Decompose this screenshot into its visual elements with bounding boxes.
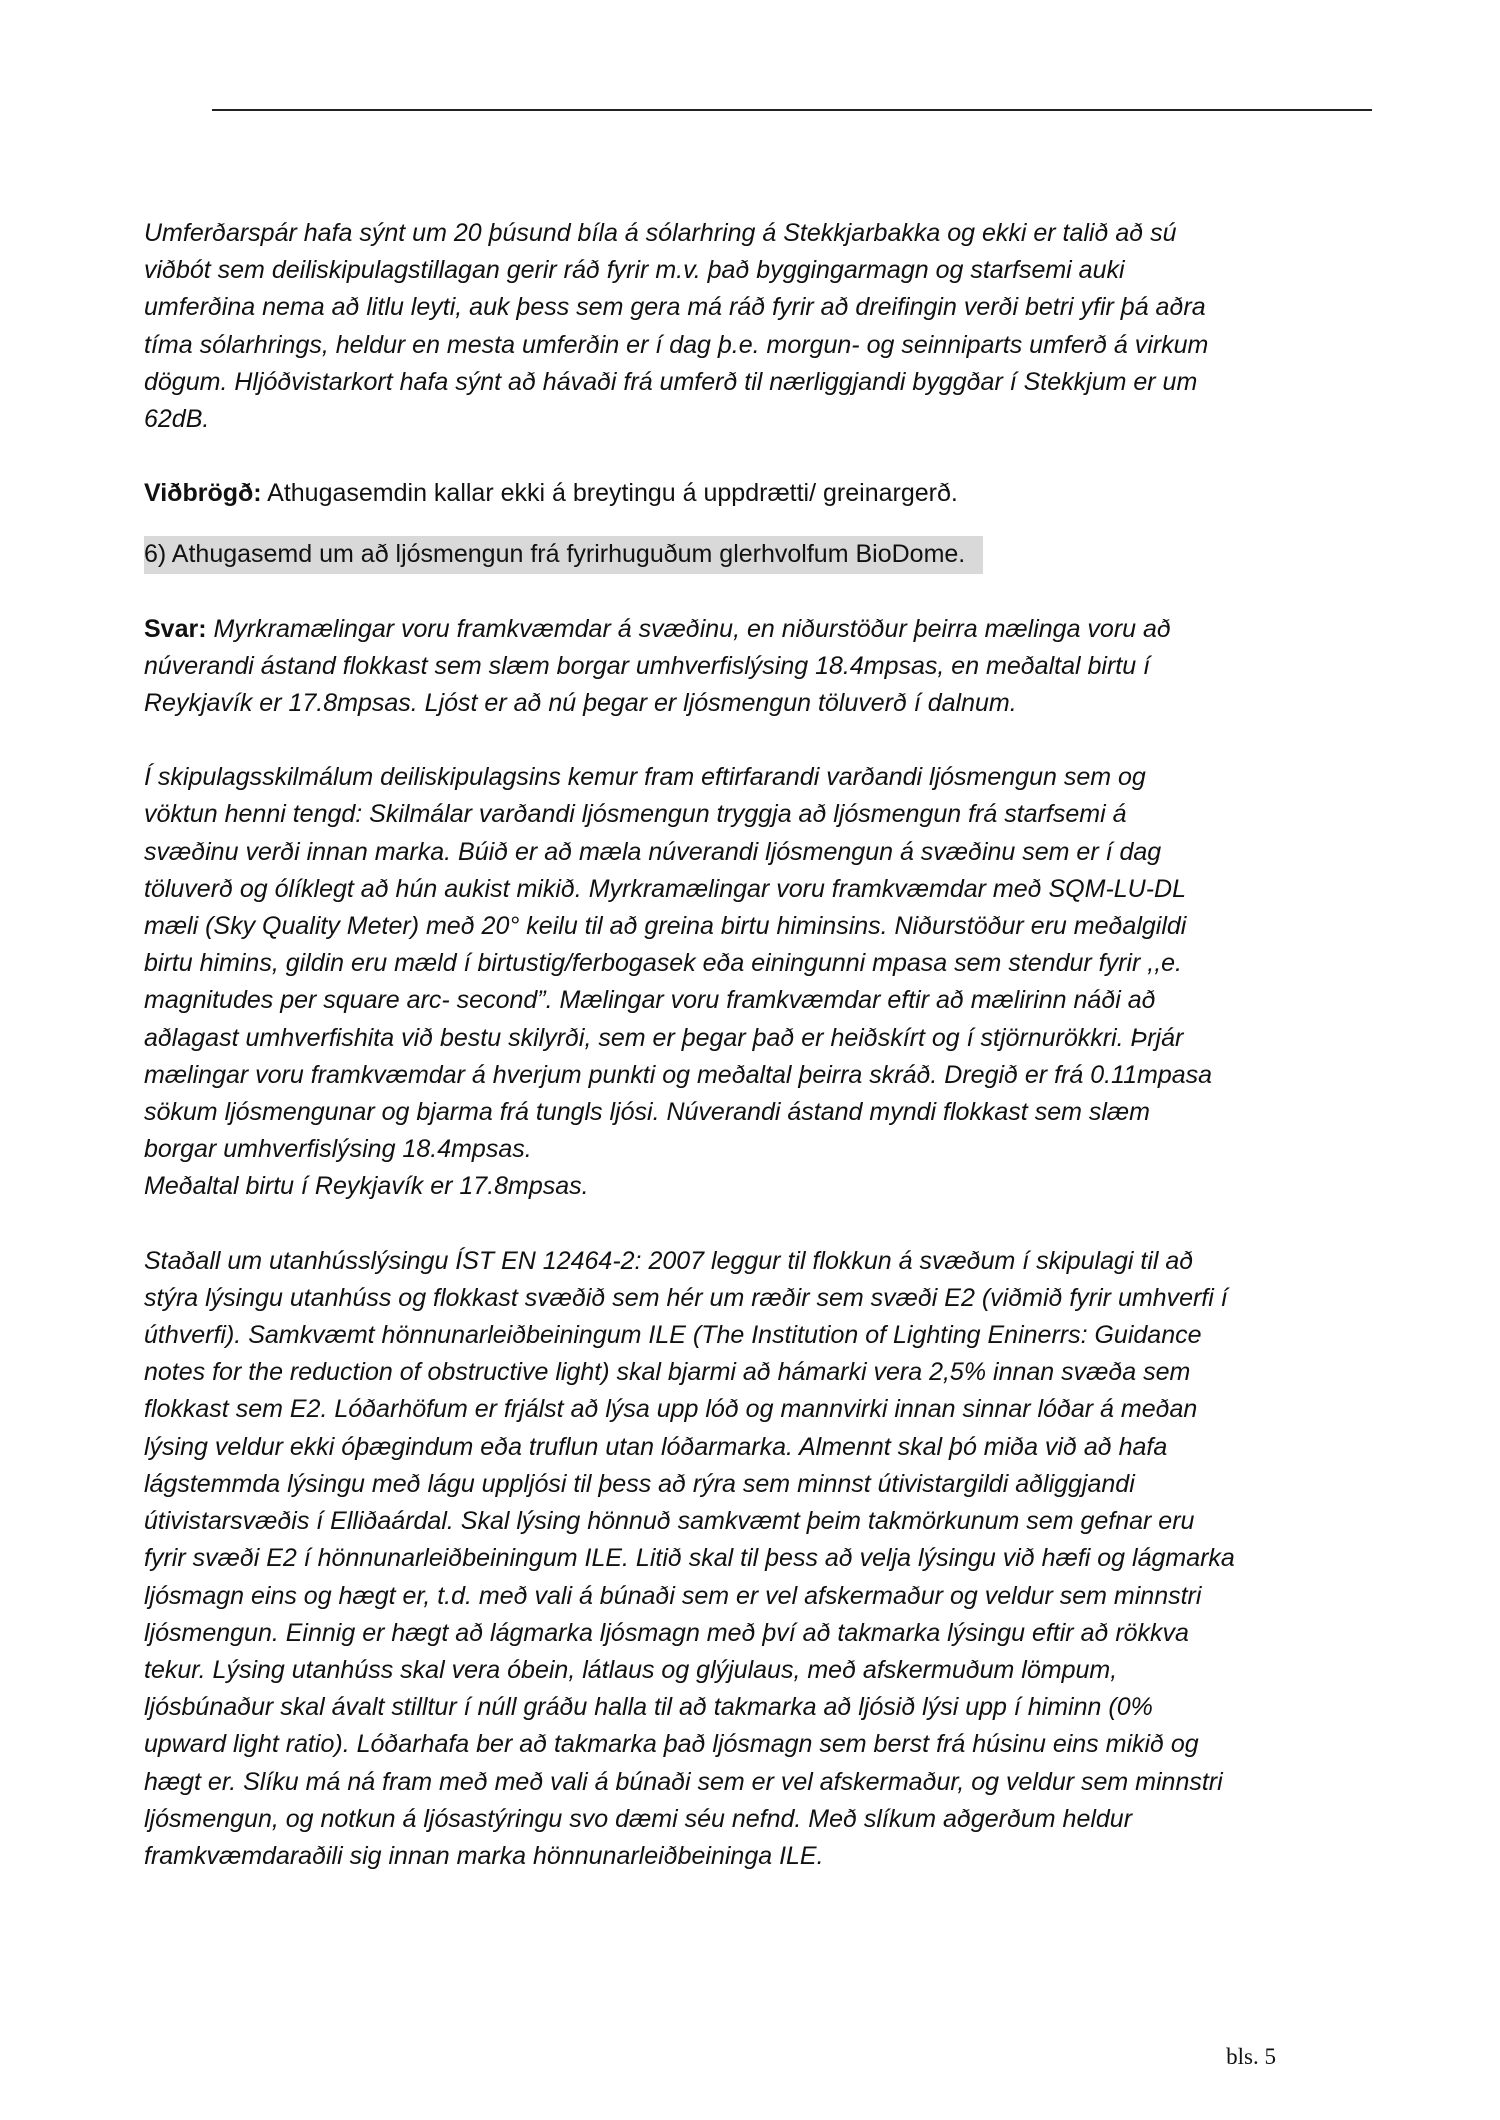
section-heading: 6) Athugasemd um að ljósmengun frá fyrirhuguðum glerhvolfum BioDome. xyxy=(144,536,983,573)
response-text: Athugasemdin kallar ekki á breytingu á uppdrætti/ greinargerð. xyxy=(261,479,958,508)
page-number: bls. 5 xyxy=(1226,2044,1276,2069)
terms-paragraph: Í skipulagsskilmálum deiliskipulagsins kemur fram eftirfarandi varðandi ljósmengun sem og vöktun henni tengd: Skilmálar varðandi ljósmengun tryggja að ljósmengun frá starfsemi á svæðinu verði innan marka. Búið er að mæla núverandi ljósmengun á svæðinu sem er í dag töluverð og ólíklegt að hún aukist mikið. Myrkramælingar voru framkvæmdar með SQM-LU-DL mæli (Sky Quality Meter) með 20° keilu til að greina birtu himinsins. Niðurstöður eru meðalgildi birtu himins, gildin eru mæld í birtustig/ferbogasek eða einingunni mpasa sem stendur fyrir ,,e. magnitudes per square arc- second”. Mælingar voru framkvæmdar eftir að mælirinn náði að aðlagast umhverfishita við bestu skilyrði, sem er þegar það er heiðskírt og í stjörnurökkri. Þrjár mælingar voru framkvæmdar á hverjum punkti og meðaltal þeirra skráð. Dregið er frá 0.11mpasa sökum ljósmengunar og bjarma frá tungls ljósi. Núverandi ástand myndi flokkast sem slæm borgar umhverfislýsing 18.4mpsas. Meðaltal birtu í Reykjavík er 17.8mpsas. xyxy=(144,763,1213,1201)
header-divider xyxy=(212,109,1372,111)
response-label: Viðbrögð: xyxy=(144,479,262,508)
response-paragraph xyxy=(144,475,1344,512)
answer-label: Svar: xyxy=(144,614,207,643)
traffic-paragraph: Umferðarspár hafa sýnt um 20 þúsund bíla á sólarhring á Stekkjarbakka og ekki er talið að sú viðbót sem deiliskipulagstillagan gerir ráð fyrir m.v. það byggingarmagn og starfsemi auki umferðina nema að litlu leyti, auk þess sem gera má ráð fyrir að dreifingin verði betri yfir þá aðra tíma sólarhrings, heldur en mesta umferðin er í dag þ.e. morgun- og seinniparts umferð á virkum dögum. Hljóðvistarkort hafa sýnt að hávaði frá umferð til nærliggjandi byggðar í Stekkjum er um 62dB. xyxy=(144,219,1209,434)
answer-paragraph xyxy=(144,611,1344,723)
standard-paragraph: Staðall um utanhússlýsingu ÍST EN 12464-2: 2007 leggur til flokkun á svæðum í skipulagi til að stýra lýsingu utanhúss og flokkast svæðið sem hér um ræðir sem svæði E2 (viðmið fyrir umhverfi í úthverfi). Samkvæmt hönnunarleiðbeiningum ILE (The Institution of Lighting Eninerrs: Guidance notes for the reduction of obstructive light) skal bjarmi að hámarki vera 2,5% innan svæða sem flokkast sem E2. Lóðarhöfum er frjálst að lýsa upp lóð og mannvirki innan sinnar lóðar á meðan lýsing veldur ekki óþægindum eða truflun utan lóðarmarka. Almennt skal þó miða við að hafa lágstemmda lýsingu með lágu uppljósi til þess að rýra sem minnst útivistargildi aðliggjandi útivistarsvæðis í Elliðaárdal. Skal lýsing hönnuð samkvæmt þeim takmörkunum sem gefnar eru fyrir svæði E2 í hönnunarleiðbeiningum ILE. Litið skal til þess að velja lýsingu við hæfi og lágmarka ljósmagn eins og hægt er, t.d. með vali á búnaði sem er vel afskermaður og veldur sem minnstri ljósmengun. Einnig er hægt að lágmarka ljósmagn með því að takmarka lýsingu eftir að rökkva tekur. Lýsing utanhúss skal vera óbein, látlaus og glýjulaus, með afskermuðum lömpum, ljósbúnaður skal ávalt stilltur í núll gráðu halla til að takmarka að ljósið lýsi upp í himinn (0% upward light ratio). Lóðarhafa ber að takmarka það ljósmagn sem berst frá húsinu eins mikið og hægt er. Slíku má ná fram með með vali á búnaði sem er vel afskermaður, og veldur sem minnstri ljósmengun, og notkun á ljósastýringu svo dæmi séu nefnd. Með slíkum aðgerðum heldur framkvæmdaraðili sig innan marka hönnunarleiðbeininga ILE. xyxy=(144,1246,1235,1870)
section-heading-row xyxy=(144,536,1344,573)
document-body xyxy=(144,215,1344,1875)
answer-text: Myrkramælingar voru framkvæmdar á svæðinu, en niðurstöður þeirra mælinga voru að núverandi ástand flokkast sem slæm borgar umhverfislýsing 18.4mpsas, en meðaltal birtu í Reykjavík er 17.8mpsas. Ljóst er að nú þegar er ljósmengun töluverð í dalnum. xyxy=(144,614,1171,718)
